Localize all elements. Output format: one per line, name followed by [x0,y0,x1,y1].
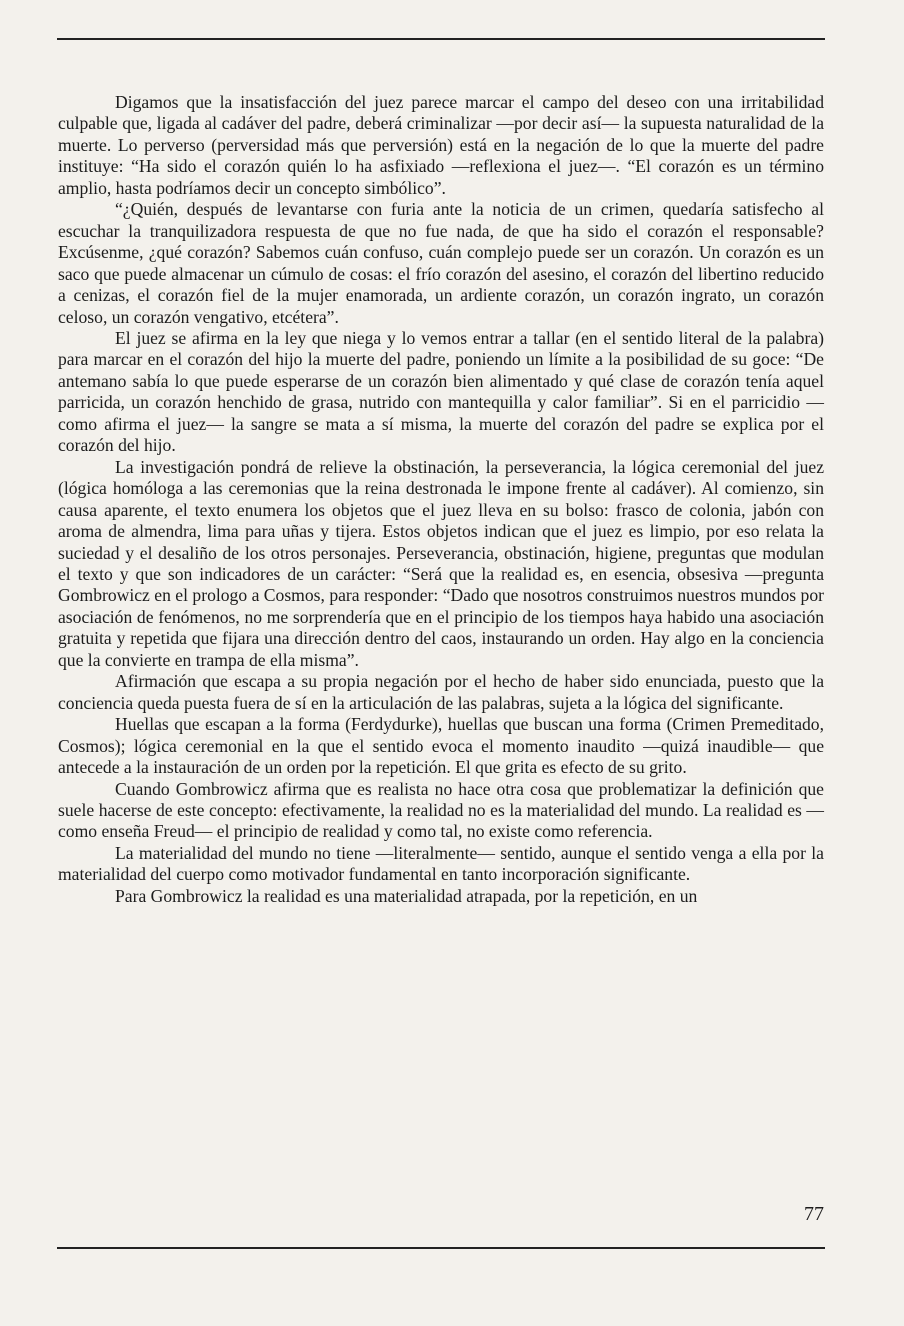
paragraph-2: “¿Quién, después de levantarse con furia ante la noticia de un crimen, quedaría satisfecho al escuchar la tranquilizadora respuesta de que no fue nada, de que ha sido el corazón el responsable? Excúsenme, ¿qué corazón? Sabemos cuán confuso, cuán complejo puede ser un corazón. Un corazón es un saco que puede almacenar un cúmulo de cosas: el frío corazón del asesino, el corazón del libertino reducido a cenizas, el corazón fiel de la mujer enamorada, un ardiente corazón, un corazón ingrato, un corazón celoso, un corazón vengativo, etcétera”. [58,199,824,327]
paragraph-1: Digamos que la insatisfacción del juez parece marcar el campo del deseo con una irritabilidad culpable que, ligada al cadáver del padre, deberá criminalizar —por decir así— la supuesta naturalidad de la muerte. Lo perverso (perversidad más que perversión) está en la negación de lo que la muerte del padre instituye: “Ha sido el corazón quién lo ha asfixiado —reflexiona el juez—. “El corazón es un término amplio, hasta podríamos decir un concepto simbólico”. [58,92,824,198]
paragraph-3: El juez se afirma en la ley que niega y lo vemos entrar a tallar (en el sentido literal de la palabra) para marcar en el corazón del hijo la muerte del padre, poniendo un límite a la posibilidad de su goce: “De antemano sabía lo que puede esperarse de un corazón bien alimentado y qué clase de corazón tenía aquel parricida, un corazón henchido de grasa, nutrido con mantequilla y calor familiar”. Si en el parricidio —como afirma el juez— la sangre se mata a sí misma, la muerte del corazón del padre se explica por el corazón del hijo. [58,327,824,456]
paragraph-4: La investigación pondrá de relieve la obstinación, la perseverancia, la lógica ceremonial del juez (lógica homóloga a las ceremonias que la reina destronada le impone frente al cadáver). Al comienzo, sin causa aparente, el texto enumera los objetos que el juez lleva en su bolso: frasco de colonia, jabón con aroma de almendra, lima para uñas y tijera. Estos objetos indican que el juez es limpio, por eso relata la suciedad y el desaliño de los otros personajes. Perseverancia, obstinación, higiene, preguntas que modulan el texto y que son indicadores de un carácter: “Será que la realidad es, en esencia, obsesiva —pregunta Gombrowicz en el prologo a Cosmos, para responder: “Dado que nosotros construimos nuestros mundos por asociación de fenómenos, no me sorprendería que en el principio de los tiempos haya habido una asociación gratuita y repetida que fijara una dirección dentro del caos, instaurando un orden. Hay algo en la conciencia que la convierte en trampa de ella misma”. [58,456,824,670]
paragraph-5: Afirmación que escapa a su propia negación por el hecho de haber sido enunciada, puesto que la conciencia queda puesta fuera de sí en la articulación de las palabras, sujeta a la lógica del significante. [58,671,824,713]
bottom-rule [57,1247,825,1249]
paragraph-9: Para Gombrowicz la realidad es una materialidad atrapada, por la repetición, en un [115,885,698,906]
page-number: 77 [804,1203,824,1225]
paragraph-8: La materialidad del mundo no tiene —literalmente— sentido, aunque el sentido venga a ella por la materialidad del cuerpo como motivador fundamental en tanto incorporación significante. [58,842,824,885]
top-rule [57,38,825,40]
paragraph-7: Cuando Gombrowicz afirma que es realista no hace otra cosa que problematizar la definición que suele hacerse de este concepto: efectivamente, la realidad no es la materialidad del mundo. La realidad es —como enseña Freud— el principio de realidad y como tal, no existe como referencia. [58,778,824,842]
paragraph-6: Huellas que escapan a la forma (Ferdydurke), huellas que buscan una forma (Crimen Premeditado, Cosmos); lógica ceremonial en la que el sentido evoca el momento inaudito —quizá inaudible— que antecede a la instauración de un orden por la repetición. El que grita es efecto de su grito. [58,714,824,778]
body-text [58,92,824,907]
